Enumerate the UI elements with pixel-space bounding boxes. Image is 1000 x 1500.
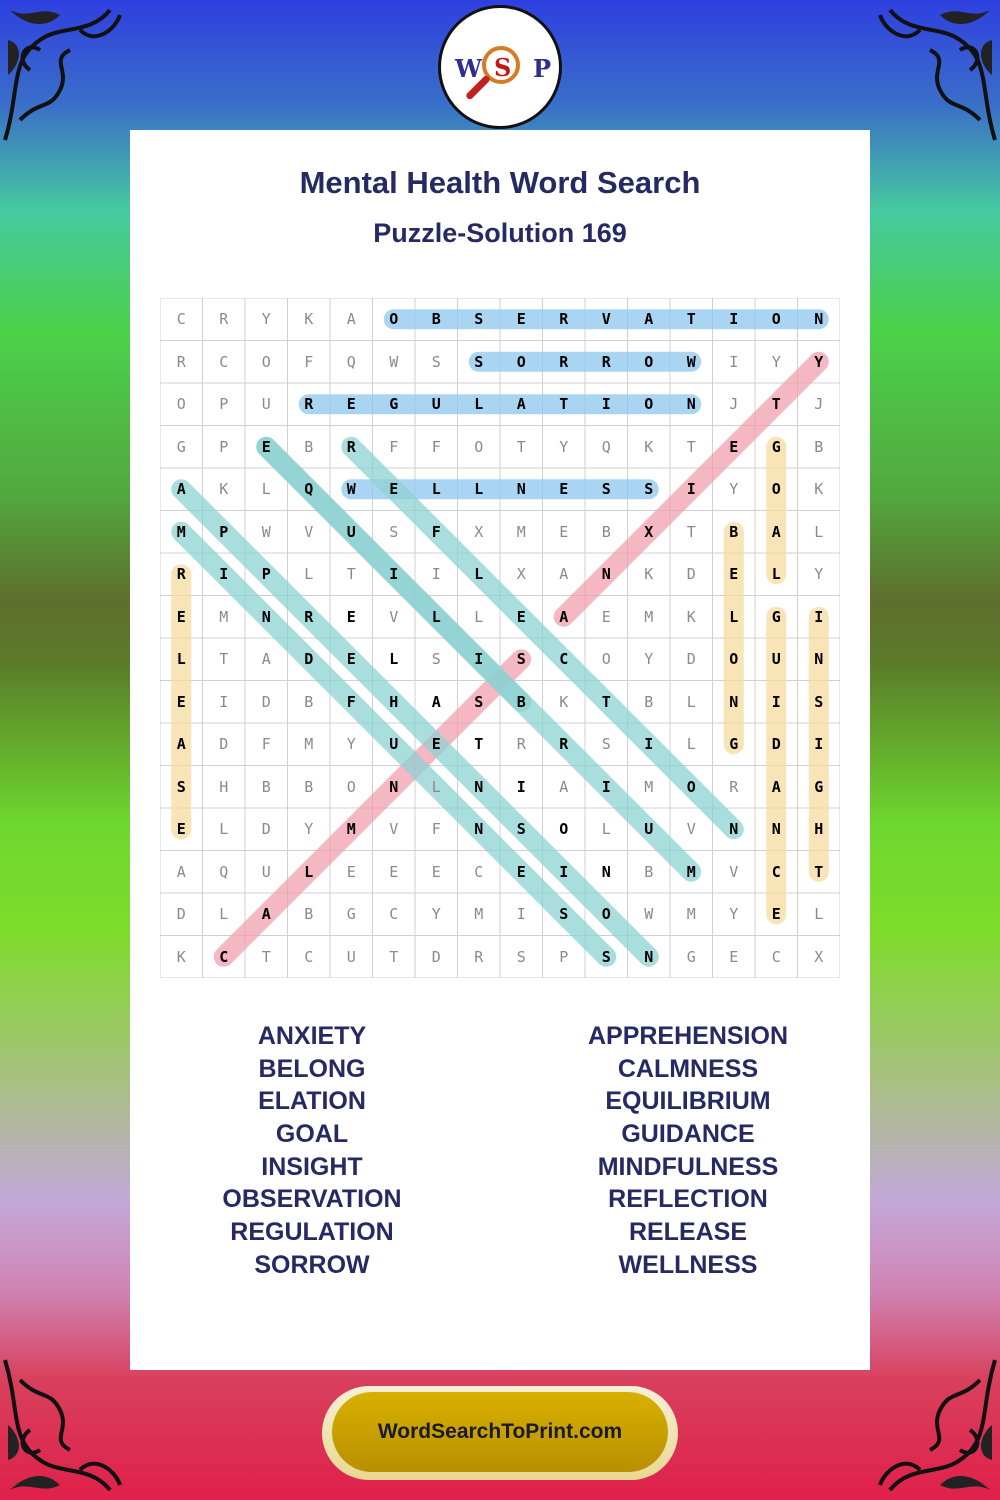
grid-letter: Y [261,310,271,329]
grid-letter: S [601,947,611,966]
grid-letter: W [686,352,696,371]
grid-letter: R [559,310,569,329]
word-list-item: WELLNESS [618,1250,758,1279]
grid-letter: B [516,692,526,711]
grid-letter: S [474,310,484,329]
grid-letter: K [644,437,654,456]
word-list-item: REFLECTION [608,1185,768,1214]
grid-letter: A [176,735,186,754]
corner-ornament-bottom-left [0,1350,150,1500]
grid-letter: R [176,352,186,371]
grid-letter: S [474,352,484,371]
grid-letter: F [346,692,356,711]
word-list-item: ELATION [258,1087,366,1116]
grid-letter: U [771,650,781,669]
word-list-item: REGULATION [230,1218,394,1247]
grid-letter: O [601,650,611,669]
grid-letter: N [644,947,654,966]
grid-letter: E [431,735,441,754]
grid-letter: S [176,777,186,796]
grid-letter: Y [729,480,739,499]
grid-letter: N [601,565,611,584]
grid-letter: B [304,437,314,456]
word-list-right [503,1020,873,1282]
grid-letter: A [431,692,441,711]
grid-letter: N [261,607,271,626]
word-list-item: BELONG [258,1054,366,1083]
grid-letter: K [176,947,186,966]
grid-letter: T [686,437,696,456]
grid-letter: T [601,692,611,711]
grid-letter: P [261,565,271,584]
grid-letter: E [559,522,569,541]
grid-letter: S [516,947,526,966]
grid-letter: S [601,480,611,499]
grid-letter: M [304,735,314,754]
grid-letter: N [474,777,484,796]
grid-letter: D [686,565,696,584]
grid-letter: E [346,395,356,414]
grid-letter: T [686,310,696,329]
grid-letter: L [474,395,484,414]
grid-letter: O [644,352,654,371]
grid-letter: L [474,607,484,626]
grid-letter: V [389,607,399,626]
word-list-item: GUIDANCE [621,1120,755,1149]
grid-letter: E [431,862,441,881]
grid-letter: Q [304,480,314,499]
grid-letter: C [771,862,781,881]
grid-letter: R [729,777,739,796]
grid-letter: V [389,820,399,839]
grid-letter: G [389,395,399,414]
grid-letter: D [261,820,271,839]
grid-letter: S [431,650,441,669]
grid-letter: G [771,437,781,456]
grid-letter: R [559,352,569,371]
grid-letter: S [601,735,611,754]
grid-letter: Y [771,352,781,371]
grid-letter: S [814,692,824,711]
word-list-item: CALMNESS [617,1054,759,1083]
grid-letter: K [644,565,654,584]
word-list-item: APPREHENSION [587,1022,789,1050]
grid-letter: H [389,692,399,711]
grid-letter: E [516,310,526,329]
grid-letter: D [686,650,696,669]
grid-letter: M [176,522,186,541]
grid-letter: L [474,480,484,499]
grid-letter: R [601,352,611,371]
grid-letter: O [389,310,399,329]
grid-letter: K [304,310,314,329]
grid-letter: E [771,905,781,924]
grid-letter: N [516,480,526,499]
grid-letter: V [729,862,739,881]
site-logo[interactable] [438,5,562,129]
grid-letter: S [516,650,526,669]
grid-letter: T [261,947,271,966]
grid-letter: M [219,607,229,626]
grid-letter: N [389,777,399,796]
grid-letter: V [686,820,696,839]
grid-letter: K [814,480,824,499]
grid-letter: I [431,565,441,584]
grid-letter: G [814,777,824,796]
page-subtitle: Puzzle-Solution 169 [373,218,627,248]
grid-letter: P [219,437,229,456]
grid-letter: X [516,565,526,584]
grid-letter: R [516,735,526,754]
grid-letter: N [771,820,781,839]
grid-letter: I [389,565,399,584]
grid-letter: O [474,437,484,456]
grid-letter: K [219,480,229,499]
grid-letter: I [219,565,229,584]
grid-letter: U [644,820,654,839]
grid-letter: T [219,650,229,669]
grid-letter: L [304,862,314,881]
grid-letter: I [559,862,569,881]
grid-letter: M [644,777,654,796]
grid-letter: A [559,607,569,626]
grid-letter: E [516,607,526,626]
word-search-grid [160,298,840,978]
grid-letter: T [474,735,484,754]
grid-letter: M [644,607,654,626]
grid-letter: L [304,565,314,584]
grid-letter: P [559,947,569,966]
grid-letter: M [686,905,696,924]
grid-letter: O [346,777,356,796]
grid-letter: B [304,692,314,711]
grid-letter: S [431,352,441,371]
grid-letter: L [686,735,696,754]
grid-letter: J [814,395,824,414]
grid-letter: D [304,650,314,669]
grid-letter: O [686,777,696,796]
grid-letter: R [219,310,229,329]
grid-letter: Q [346,352,356,371]
grid-letter: E [559,480,569,499]
grid-letter: P [219,395,229,414]
grid-letter: E [176,607,186,626]
grid-letter: G [346,905,356,924]
grid-letter: A [644,310,654,329]
grid-letter: U [261,862,271,881]
grid-letter: T [389,947,399,966]
grid-letter: K [559,692,569,711]
grid-letter: G [729,735,739,754]
grid-letter: U [346,522,356,541]
grid-letter: M [516,522,526,541]
grid-letter: C [176,310,186,329]
grid-letter: M [474,905,484,924]
grid-letter: D [771,735,781,754]
grid-letter: E [346,862,356,881]
grid-letter: B [729,522,739,541]
grid-letter: I [686,480,696,499]
grid-letter: O [176,395,186,414]
grid-letter: U [389,735,399,754]
grid-letter: I [219,692,229,711]
grid-letter: E [389,480,399,499]
grid-letter: Y [559,437,569,456]
grid-letter: S [516,820,526,839]
grid-letter: T [814,862,824,881]
word-list-item: GOAL [275,1120,349,1149]
grid-letter: R [559,735,569,754]
word-list-item: ANXIETY [257,1022,367,1050]
grid-letter: T [346,565,356,584]
grid-letter: E [346,650,356,669]
word-list-item: EQUILIBRIUM [605,1087,771,1116]
grid-letter: C [559,650,569,669]
grid-letter: N [729,820,739,839]
grid-letter: I [814,735,824,754]
grid-letter: S [389,522,399,541]
grid-letter: O [771,480,781,499]
grid-letter: L [474,565,484,584]
logo-letter-w: W [455,54,482,83]
grid-letter: B [304,777,314,796]
grid-letter: A [261,905,271,924]
grid-letter: C [304,947,314,966]
grid-letter: N [814,310,824,329]
grid-letter: Y [431,905,441,924]
grid-letter: X [474,522,484,541]
grid-letter: A [346,310,356,329]
grid-letter: L [686,692,696,711]
grid-letter: L [261,480,271,499]
grid-letter: M [686,862,696,881]
grid-letter: D [176,905,186,924]
grid-letter: O [516,352,526,371]
corner-ornament-top-right [850,0,1000,150]
grid-letter: L [219,905,229,924]
grid-letter: D [261,692,271,711]
grid-letter: T [771,395,781,414]
grid-letter: P [219,522,229,541]
grid-letter: K [686,607,696,626]
grid-letter: E [176,692,186,711]
grid-letter: A [771,777,781,796]
grid-letter: E [729,565,739,584]
grid-letter: Y [346,735,356,754]
grid-letter: C [219,352,229,371]
word-list-left [127,1020,497,1282]
grid-letter: F [304,352,314,371]
grid-letter: R [346,437,356,456]
grid-letter: A [559,777,569,796]
grid-letter: B [601,522,611,541]
grid-letter: W [644,905,654,924]
grid-letter: M [346,820,356,839]
grid-letter: X [814,947,824,966]
grid-letter: E [729,437,739,456]
grid-letter: E [389,862,399,881]
grid-letter: R [176,565,186,584]
grid-letter: Y [814,352,824,371]
grid-letter: E [516,862,526,881]
grid-letter: X [644,522,654,541]
grid-letter: C [219,947,229,966]
grid-letter: C [771,947,781,966]
grid-letter: N [729,692,739,711]
grid-letter: L [219,820,229,839]
grid-letter: U [261,395,271,414]
grid-letter: R [304,395,314,414]
grid-letter: G [771,607,781,626]
word-list-item: MINDFULNESS [597,1152,779,1181]
word-list-item: OBSERVATION [222,1185,402,1214]
grid-letter: O [729,650,739,669]
grid-letter: N [601,862,611,881]
grid-letter: Q [601,437,611,456]
grid-letter: E [176,820,186,839]
grid-letter: I [601,395,611,414]
grid-letter: D [219,735,229,754]
grid-letter: B [644,862,654,881]
grid-letter: B [814,437,824,456]
grid-letter: L [431,480,441,499]
grid-letter: A [176,480,186,499]
grid-letter: F [389,437,399,456]
grid-letter: U [346,947,356,966]
grid-letter: E [729,947,739,966]
grid-letter: A [559,565,569,584]
grid-letter: H [219,777,229,796]
grid-letter: R [474,947,484,966]
grid-letter: A [771,522,781,541]
grid-letter: A [261,650,271,669]
grid-letter: F [431,522,441,541]
grid-letter: R [304,607,314,626]
grid-letter: B [431,310,441,329]
grid-letter: L [729,607,739,626]
grid-letter: T [686,522,696,541]
grid-letter: O [261,352,271,371]
grid-letter: I [516,777,526,796]
logo-letter-s: S [494,53,512,82]
grid-letter: T [516,437,526,456]
website-link-button[interactable]: WordSearchToPrint.com [332,1392,668,1472]
grid-letter: Y [304,820,314,839]
grid-letter: S [644,480,654,499]
word-list-item: SORROW [254,1250,370,1279]
grid-letter: V [304,522,314,541]
page-title: Mental Health Word Search [299,165,701,200]
grid-letter: E [346,607,356,626]
grid-letter: F [261,735,271,754]
grid-letter: I [729,310,739,329]
grid-letter: W [389,352,399,371]
grid-letter: C [389,905,399,924]
grid-letter: O [771,310,781,329]
grid-letter: O [559,820,569,839]
grid-letter: B [261,777,271,796]
grid-letter: N [474,820,484,839]
grid-letter: A [176,862,186,881]
grid-letter: L [771,565,781,584]
grid-letter: O [644,395,654,414]
grid-letter: I [729,352,739,371]
grid-letter: I [601,777,611,796]
grid-letter: I [516,905,526,924]
corner-ornament-bottom-right [850,1350,1000,1500]
grid-letter: L [389,650,399,669]
grid-letter: Y [814,565,824,584]
grid-letter: W [346,480,356,499]
grid-letter: T [559,395,569,414]
word-list-item: RELEASE [628,1218,748,1247]
grid-letter: U [431,395,441,414]
grid-letter: F [431,437,441,456]
grid-letter: I [474,650,484,669]
grid-letter: E [601,607,611,626]
grid-letter: G [686,947,696,966]
grid-letter: B [644,692,654,711]
grid-letter: I [771,692,781,711]
grid-letter: I [814,607,824,626]
grid-letter: I [644,735,654,754]
grid-letter: L [601,820,611,839]
grid-letter: Q [219,862,229,881]
grid-letter: E [261,437,271,456]
grid-letter: N [686,395,696,414]
grid-letter: W [261,522,271,541]
grid-letter: F [431,820,441,839]
grid-letter: V [601,310,611,329]
grid-letter: A [516,395,526,414]
grid-letter: L [431,777,441,796]
grid-letter: L [431,607,441,626]
grid-letter: L [814,905,824,924]
grid-letter: L [176,650,186,669]
grid-letter: N [814,650,824,669]
grid-letter: Y [729,905,739,924]
grid-letter: H [814,820,824,839]
corner-ornament-top-left [0,0,150,150]
grid-letter: B [304,905,314,924]
grid-letter: L [814,522,824,541]
grid-letter: J [729,395,739,414]
grid-letter: S [559,905,569,924]
word-list-item: INSIGHT [261,1152,363,1181]
grid-letter: G [176,437,186,456]
logo-letter-p: P [533,54,552,83]
grid-letter: C [474,862,484,881]
grid-letter: O [601,905,611,924]
grid-letter: Y [644,650,654,669]
grid-letter: D [431,947,441,966]
grid-letter: S [474,692,484,711]
